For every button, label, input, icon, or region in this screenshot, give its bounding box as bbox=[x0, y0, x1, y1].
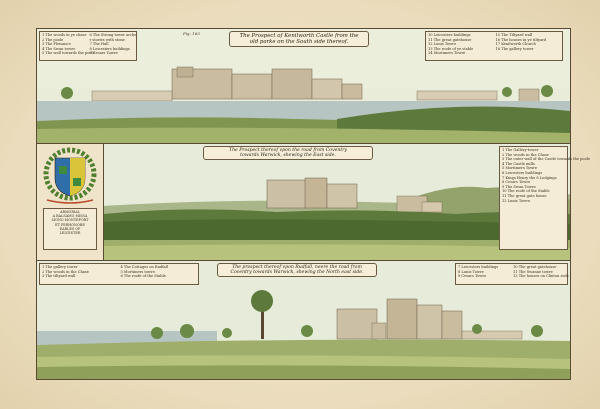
legend-item: 11 The great gate house bbox=[502, 193, 547, 198]
legend-item: 10 The roofe of the Stable bbox=[502, 189, 550, 194]
legend-left-panel3 bbox=[39, 263, 199, 285]
legend-item: 7 The Hall bbox=[89, 42, 109, 47]
legend-item: 3 The tiltyard wall bbox=[42, 274, 76, 279]
title-line: The Prospect thereof vpon the road from Coventry bbox=[229, 148, 347, 153]
legend-right-panel1 bbox=[425, 31, 563, 61]
panel-south-prospect bbox=[37, 29, 570, 144]
title-line: towards Warwick, shewing the East side. bbox=[240, 153, 336, 159]
crest-line: EARLES OF bbox=[59, 226, 81, 231]
legend-item: 14 Mortimers Towre bbox=[428, 51, 466, 56]
panel3-title bbox=[217, 263, 377, 277]
legend-item: 8 Cesars Towre bbox=[502, 180, 531, 185]
legend-item: 12 Lunis Towre bbox=[428, 42, 457, 47]
legend-item: 10 Leicesters buildings bbox=[428, 33, 471, 37]
legend-item: 8 Lunis Towre bbox=[458, 269, 484, 274]
legend-item: 18 The gallery tower bbox=[495, 46, 534, 51]
panel-east-prospect bbox=[37, 144, 591, 261]
crest-line: SIGNO MONTEFORT bbox=[51, 218, 89, 223]
coat-of-arms-panel bbox=[37, 144, 104, 260]
legend-item: 6 Leicesters buildings bbox=[502, 170, 543, 175]
panel2-title bbox=[203, 146, 373, 160]
title-line: Coventry towards Warwick, shewing the North east side. bbox=[230, 270, 364, 276]
legend-item: 6 The Strong tower arche bbox=[89, 33, 137, 37]
legend-item: 13 The roofe of ye stable bbox=[428, 46, 474, 51]
engraving-plate bbox=[36, 28, 591, 380]
legend-item: r stories with stone bbox=[89, 37, 125, 42]
legend-item: 5 The wall towards the poole bbox=[42, 51, 95, 56]
legend-item: 16 The houses in ye tiltyard bbox=[495, 37, 547, 42]
legend-item: 6 The roofe of the Stable bbox=[120, 274, 166, 279]
legend-item: 3 The Pleisance bbox=[42, 42, 71, 47]
crest-line: A BALSAMO MISSA bbox=[52, 214, 88, 219]
legend-item: 17 Kenilworth Church bbox=[495, 42, 536, 47]
legend-right-panel3 bbox=[455, 263, 568, 285]
crest-line: ET PERHONORE bbox=[55, 222, 85, 227]
title-line: The prospect thereof vpon Rudfall, neere the road from bbox=[232, 265, 362, 270]
legend-left-panel1 bbox=[39, 31, 137, 61]
coat-of-arms bbox=[37, 144, 103, 208]
legend-item: 5 Mortimers Towre bbox=[502, 166, 538, 171]
legend-item: 11 The great gatehouse bbox=[428, 37, 472, 42]
legend-item: 4 The Swan tower bbox=[42, 46, 76, 51]
legend-item: 5 Mortimers towre bbox=[120, 269, 155, 274]
legend-item: 3 The outer wall of the Castle towards the poole bbox=[502, 157, 591, 162]
legend-item: 2 The woods in the Chase bbox=[42, 269, 89, 274]
legend-item: 1 The gallery tower bbox=[42, 265, 78, 269]
legend-item: 7 Kings Henry the 8 Lodgings bbox=[502, 175, 557, 180]
panel1-title bbox=[229, 31, 369, 47]
legend-item: 2 The woods in the Chase bbox=[502, 152, 549, 157]
legend-item: 12 The houses on Clinton rode bbox=[513, 274, 569, 279]
crest-inscription bbox=[43, 208, 97, 250]
legend-item: 4 The Castle mills bbox=[502, 161, 535, 166]
legend-item: 12 Lunis Towre bbox=[502, 198, 531, 203]
legend-item: 9 Cesars Towre bbox=[458, 274, 487, 279]
legend-item: 9 The Swan Towre bbox=[502, 184, 536, 189]
east-prospect-illustration bbox=[37, 144, 591, 260]
legend-item: 8 Leicesters buildings bbox=[89, 46, 130, 51]
legend-item: 11 The Swanne towre bbox=[513, 269, 553, 274]
legend-item: 2 The poole bbox=[42, 37, 64, 42]
plate-number: Fig. 163 bbox=[183, 31, 200, 36]
legend-item: 9 Cesars Towre bbox=[89, 51, 118, 56]
title-line: old parke on the South side thereof. bbox=[249, 39, 349, 46]
panel-northeast-prospect bbox=[37, 261, 570, 379]
legend-item: 15 The Tiltyard wall bbox=[495, 33, 533, 37]
legend-right-panel2 bbox=[499, 146, 591, 250]
crest-line: LEICESTER bbox=[59, 231, 81, 236]
legend-item: 1 The Gallery-tower bbox=[502, 148, 539, 152]
legend-item: 1 The woods in ye chase bbox=[42, 33, 87, 37]
title-line: The Prospect of Kenilworth Castle from the bbox=[239, 33, 359, 39]
legend-item: 7 Leicesters buildings bbox=[458, 265, 499, 269]
legend-item: 4 The Cottages on Rudfall bbox=[120, 265, 168, 269]
legend-item: 10 The great gatehouse bbox=[513, 265, 557, 269]
crest-line: ARMORIAL bbox=[60, 210, 80, 214]
